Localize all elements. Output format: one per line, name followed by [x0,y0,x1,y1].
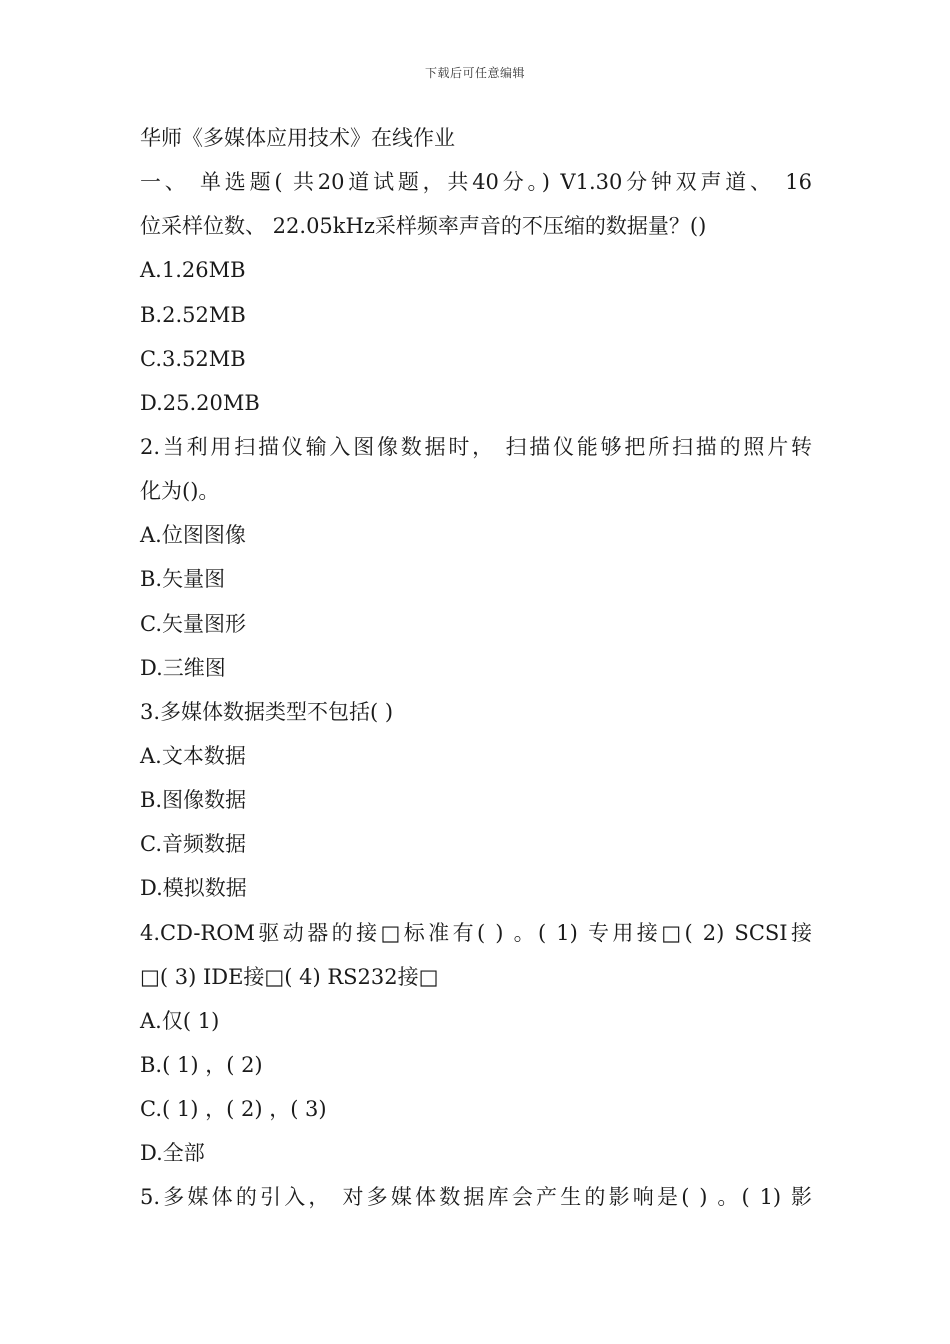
q2-option-b: B.矢量图 [140,567,226,592]
q2-text-line-1: 2.当利用扫描仪输入图像数据时， 扫描仪能够把所扫描的照片转 [140,434,812,459]
q3-option-d: D.模拟数据 [140,876,247,901]
page-header-note: 下载后可任意编辑 [424,66,525,80]
q1-option-c: C.3.52MB [140,346,246,371]
q1-option-d: D.25.20MB [140,390,260,415]
q5-text-line-1: 5.多媒体的引入， 对多媒体数据库会产生的影响是( ) 。( 1) 影 [140,1185,812,1210]
q4-text-line-2: □( 3) IDE接□( 4) RS232接□ [140,964,439,989]
q1-option-a: A.1.26MB [140,258,246,283]
q2-option-d: D.三维图 [140,655,226,680]
q4-option-b: B.( 1) ，( 2) [140,1052,263,1077]
q1-option-b: B.2.52MB [140,302,246,327]
q2-text-line-2: 化为()。 [140,479,220,504]
q4-option-a: A.仅( 1) [140,1008,220,1033]
q3-option-a: A.文本数据 [140,743,246,768]
section-intro-line-2: 位采样位数、 22.05kHz采样频率声音的不压缩的数据量？() [140,214,707,239]
document-body [140,116,812,1220]
q3-option-c: C.音频数据 [140,832,246,857]
q4-option-d: D.全部 [140,1141,205,1166]
document-title: 华师《多媒体应用技术》在线作业 [140,126,455,150]
q4-option-c: C.( 1) ，( 2) ，( 3) [140,1097,327,1122]
section-intro-line-1: 一、 单选题( 共20道试题，共40分。) V1.30分钟双声道、 16 [140,170,812,195]
q2-option-c: C.矢量图形 [140,611,246,636]
q4-text-line-1: 4.CD-ROM驱动器的接□标准有( ) 。( 1) 专用接□( 2) SCSI接 [140,920,812,945]
q3-option-b: B.图像数据 [140,788,247,813]
q2-option-a: A.位图图像 [140,523,246,548]
q3-text-line-1: 3.多媒体数据类型不包括( ) [140,699,394,724]
